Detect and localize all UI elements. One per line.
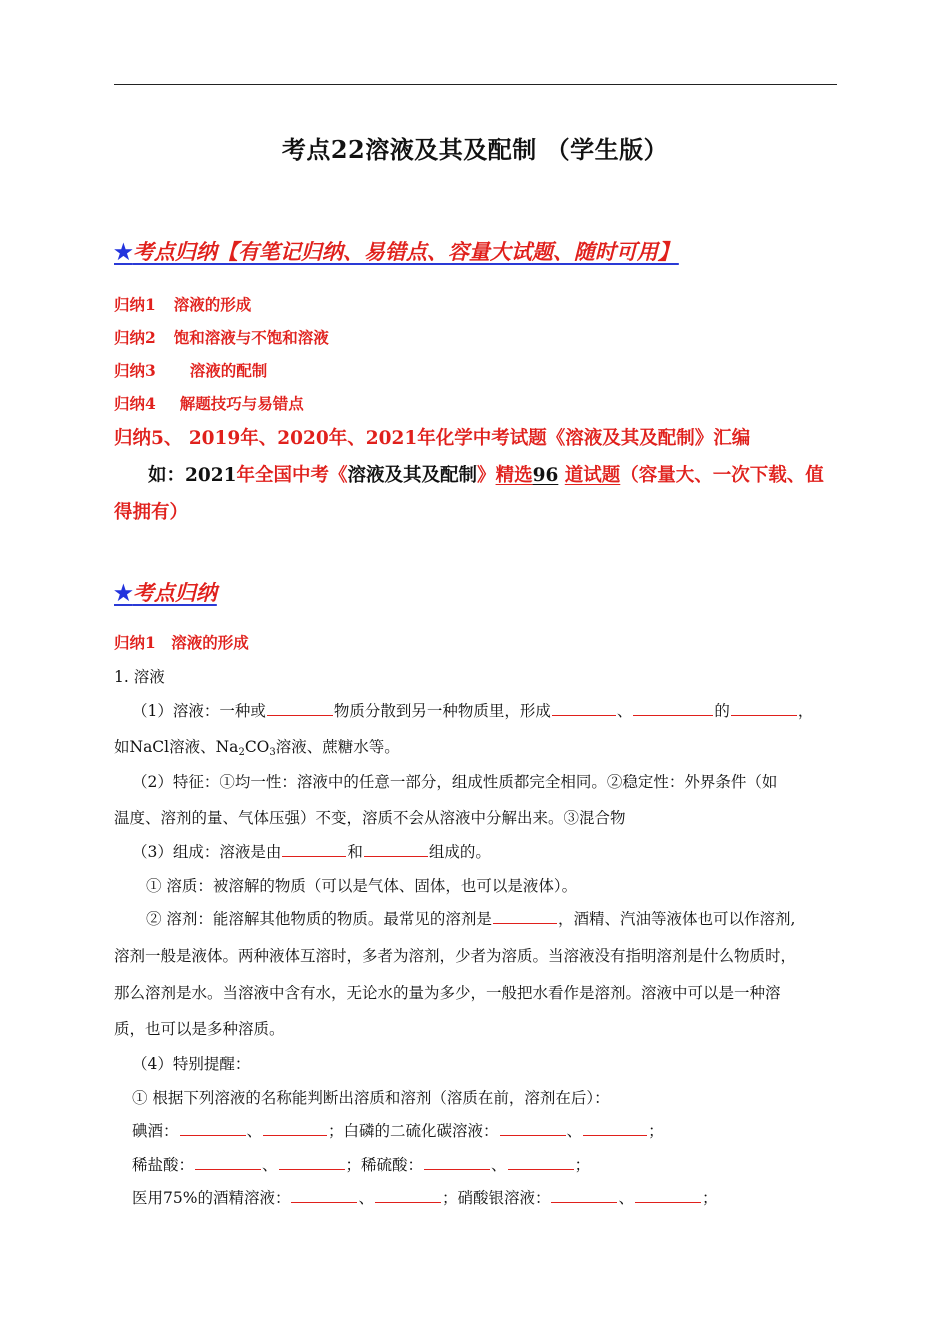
paragraph-3-1: ① 溶质：被溶解的物质（可以是气体、固体，也可以是液体）。 <box>146 877 578 895</box>
answer-blank[interactable] <box>267 701 333 716</box>
star-icon: ★ <box>114 239 133 264</box>
toc-item-4: 归纳4 解题技巧与易错点 <box>114 394 304 413</box>
paragraph-4-1: ① 根据下列溶液的名称能判断出溶质和溶剂（溶质在前，溶剂在后）： <box>132 1089 610 1107</box>
exercise-line-2: 稀盐酸： 、 ；稀硫酸： 、 ； <box>132 1156 591 1174</box>
paragraph-3-5: 质，也可以是多种溶质。 <box>114 1020 285 1038</box>
exercise-line-3: 医用75%的酒精溶液： 、 ；硝酸银溶液： 、 ； <box>132 1189 718 1207</box>
answer-blank[interactable] <box>375 1188 441 1203</box>
star-icon: ★ <box>114 580 133 605</box>
promo-line[interactable]: 如：2021年全国中考《溶液及其及配制》精选96 道试题（容量大、一次下载、值 <box>148 465 824 486</box>
answer-blank[interactable] <box>635 1188 701 1203</box>
answer-blank[interactable] <box>493 909 557 924</box>
answer-blank[interactable] <box>195 1155 261 1170</box>
answer-blank[interactable] <box>424 1155 490 1170</box>
toc-item-3: 归纳3 溶液的配制 <box>114 361 268 380</box>
answer-blank[interactable] <box>279 1155 345 1170</box>
promo-line-2: 得拥有） <box>114 502 189 523</box>
summary-banner <box>114 236 679 266</box>
section-banner-text: 考点归纳 <box>132 580 217 605</box>
answer-blank[interactable] <box>633 701 713 716</box>
paragraph-4: （4）特别提醒： <box>132 1055 251 1073</box>
paragraph-2-line-2: 温度、溶剂的量、气体压强）不变，溶质不会从溶液中分解出来。③混合物 <box>114 809 626 827</box>
paragraph-3-2: ② 溶剂：能溶解其他物质的物质。最常见的溶剂是 ，酒精、汽油等液体也可以作溶剂, <box>146 910 796 928</box>
header-rule <box>114 84 837 85</box>
exercise-line-1: 碘酒： 、 ；白磷的二硫化碳溶液： 、 ； <box>132 1122 664 1140</box>
answer-blank[interactable] <box>583 1121 647 1136</box>
promo-link-daoshiti[interactable]: 道试题 <box>564 465 621 486</box>
answer-blank[interactable] <box>180 1121 246 1136</box>
answer-blank[interactable] <box>551 1188 617 1203</box>
toc-item-5: 归纳5、 2019年、2020年、2021年化学中考试题《溶液及其及配制》汇编 <box>114 428 751 449</box>
answer-blank[interactable] <box>291 1188 357 1203</box>
answer-blank[interactable] <box>282 842 346 857</box>
paragraph-3-4: 那么溶剂是水。当溶液中含有水，无论水的量为多少，一般把水看作是溶剂。溶液中可以是一种溶 <box>114 984 781 1002</box>
item-1: 1. 溶液 <box>114 668 165 686</box>
answer-blank[interactable] <box>500 1121 566 1136</box>
answer-blank[interactable] <box>552 701 616 716</box>
page-title: 考点22溶液及其及配制 （学生版） <box>281 135 669 164</box>
answer-blank[interactable] <box>508 1155 574 1170</box>
toc-item-2: 归纳2 饱和溶液与不饱和溶液 <box>114 328 329 347</box>
answer-blank[interactable] <box>731 701 797 716</box>
paragraph-1: （1）溶液：一种或 物质分散到另一种物质里，形成 、 的 ， <box>132 702 814 720</box>
summary-banner-text: 考点归纳【有笔记归纳、易错点、容量大试题、随时可用】 <box>132 239 679 264</box>
toc-item-1: 归纳1 溶液的形成 <box>114 295 252 314</box>
paragraph-2: （2）特征：①均一性：溶液中的任意一部分，组成性质都完全相同。②稳定性：外界条件（如 <box>132 773 778 791</box>
section-banner <box>114 577 217 607</box>
section1-heading: 归纳1 溶液的形成 <box>114 633 249 652</box>
promo-link-jingxuan[interactable]: 精选 <box>495 465 533 486</box>
paragraph-1-line-2: 如NaCl溶液、$Na_2CO_3$溶液、蔗糖水等。 <box>114 738 400 758</box>
paragraph-3: （3）组成：溶液是由 和 组成的。 <box>132 843 491 861</box>
answer-blank[interactable] <box>263 1121 327 1136</box>
paragraph-3-3: 溶剂一般是液体。两种液体互溶时，多者为溶剂，少者为溶质。当溶液没有指明溶剂是什么物质时， <box>114 947 797 965</box>
answer-blank[interactable] <box>364 842 428 857</box>
